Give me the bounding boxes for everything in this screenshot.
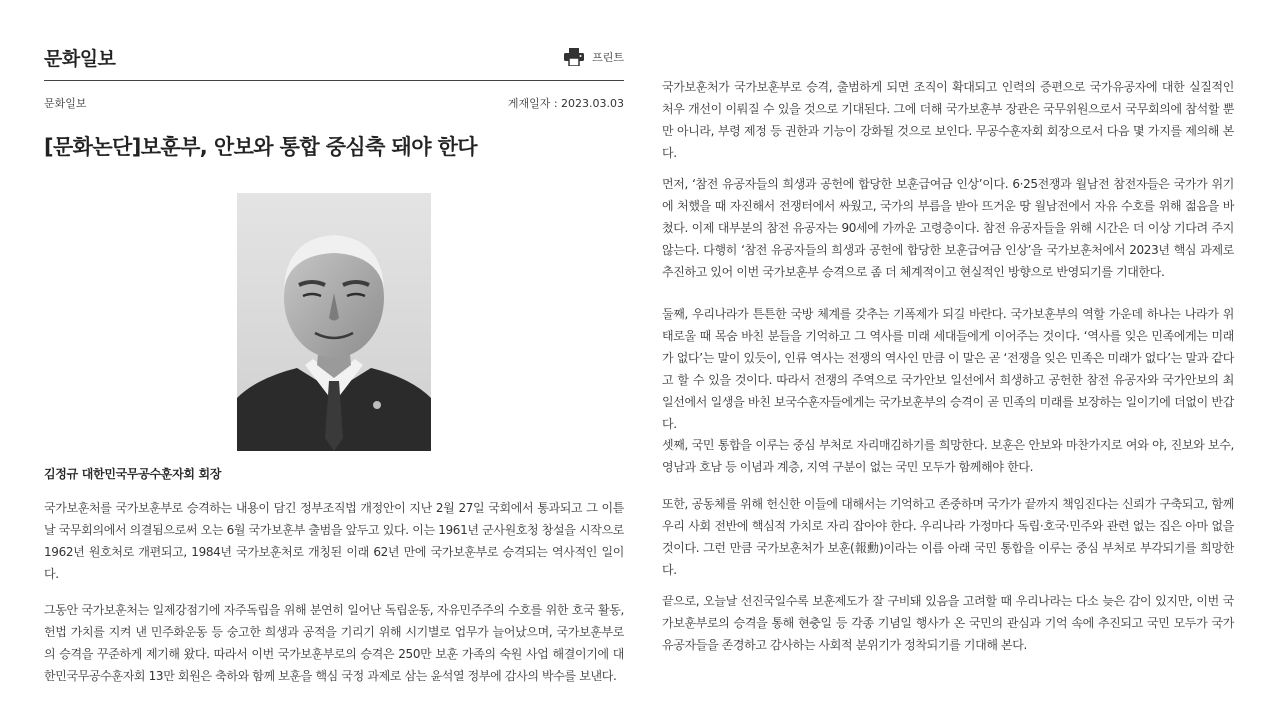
article-paragraph: 둘째, 우리나라가 튼튼한 국방 체계를 갖추는 기폭제가 되길 바란다. 국가보훈부의 역할 가운데 하나는 나라가 위태로울 때 목숨 바친 분들을 기억하고 그 역사를 미래 세대들에게 이어주는 것이다. ‘역사를 잊은 민족에게는 미래가 없다’는 말이 있듯이, 인류 역사는 전쟁의 역사인 만큼 이 말은 곧 ‘전쟁을 잊은 민족은 미래가 없다’는 말과 같다고 할 수 있을 것이다. 따라서 전쟁의 주역으로 국가안보 일선에서 희생하고 공헌한 참전 유공자와 국가안보의 최일선에서 일생을 바친 보국수훈자들에게는 국가보훈부의 승격이 곧 민족의 미래를 보장하는 일이기에 더없이 반갑다. [662,307,1234,431]
article-paragraph: 국가보훈처를 국가보훈부로 승격하는 내용이 담긴 정부조직법 개정안이 지난 2월 27일 국회에서 통과되고 그 이튿날 국무회의에서 의결됨으로써 오는 6월 국가보훈부 출범을 앞두고 있다. 이는 1961년 군사원호청 창설을 시작으로 1962년 원호처로 개편되고, 1984년 국가보훈처로 개칭된 이래 62년 만에 국가보훈부로 승격되는 역사적인 일이다. [44,501,624,581]
author-byline: 김정규 대한민국무공수훈자회 회장 [44,467,222,481]
article-meta [44,95,624,111]
printer-icon [564,48,584,66]
article-paragraph: 셋째, 국민 통합을 이루는 중심 부처로 자리매김하기를 희망한다. 보훈은 안보와 마찬가지로 여와 야, 진보와 보수, 영남과 호남 등 이념과 계층, 지역 구분이 없는 국민 모두가 함께해야 한다. [662,438,1234,474]
author-photo [237,193,431,451]
header-divider [44,80,624,81]
print-label: 프린트 [592,51,624,64]
article-paragraph: 끝으로, 오늘날 선진국일수록 보훈제도가 잘 구비돼 있음을 고려할 때 우리나라는 다소 늦은 감이 있지만, 이번 국가보훈부로의 승격을 통해 현충일 등 각종 기념일 행사가 온 국민의 관심과 기억 속에 추진되고 국민 모두가 국가유공자들을 존경하고 감사하는 사회적 분위기가 정착되기를 기대해 본다. [662,594,1234,652]
print-button[interactable] [564,48,624,66]
masthead [44,44,624,72]
article-headline: [문화논단]보훈부, 안보와 통합 중심축 돼야 한다 [44,135,477,159]
article-paragraph: 국가보훈처가 국가보훈부로 승격, 출범하게 되면 조직이 확대되고 인력의 증편으로 국가유공자에 대한 실질적인 처우 개선이 이뤄질 수 있을 것으로 기대된다. 그에 더해 국가보훈부 장관은 국무위원으로서 국무회의에 참석할 뿐만 아니라, 부령 제정 등 권한과 기능이 강화될 것으로 보인다. 무공수훈자회 회장으로서 다음 몇 가지를 제의해 본다. [662,80,1234,160]
article-paragraph: 먼저, ‘참전 유공자들의 희생과 공헌에 합당한 보훈급여금 인상’이다. 6·25전쟁과 월남전 참전자들은 국가가 위기에 처했을 때 자진해서 전쟁터에서 싸웠고, 국가의 부름을 받아 뜨거운 땅 월남전에서 자유 수호를 위해 젊음을 바쳤다. 이제 대부분의 참전 유공자는 90세에 가까운 고령층이다. 참전 유공자들을 위해 시간은 더 이상 기다려 주지 않는다. 다행히 ‘참전 유공자들의 희생과 공헌에 합당한 보훈급여금 인상’을 국가보훈처에서 2023년 핵심 과제로 추진하고 있어 이번 국가보훈부 승격으로 좀 더 체계적이고 현실적인 방향으로 반영되기를 기대한다. [662,177,1234,279]
newspaper-logo: 문화일보 [44,48,116,70]
article-paragraph: 또한, 공동체를 위해 헌신한 이들에 대해서는 기억하고 존중하며 국가가 끝까지 책임진다는 신뢰가 구축되고, 함께 우리 사회 전반에 핵심적 가치로 자리 잡아야 한다. 우리나라 가정마다 독립·호국·민주와 관련 없는 집은 아마 없을 것이다. 그런 만큼 국가보훈처가 보훈(報勳)이라는 이름 아래 국민 통합을 이루는 중심 부처로 부각되기를 희망한다. [662,497,1234,577]
article-source: 문화일보 [44,97,87,110]
publish-date: 게재일자 : 2023.03.03 [507,97,624,110]
article-paragraph: 그동안 국가보훈처는 일제강점기에 자주독립을 위해 분연히 일어난 독립운동, 자유민주주의 수호를 위한 호국 활동, 헌법 가치를 지켜 낸 민주화운동 등 숭고한 희생과 공적을 기리기 위해 시기별로 업무가 늘어났으며, 국가보훈부로의 승격을 꾸준하게 제기해 왔다. 따라서 이번 국가보훈부로의 승격은 250만 보훈 가족의 숙원 사업 해결이기에 대한민국무공수훈자회 13만 회원은 축하와 함께 보훈을 핵심 국정 과제로 삼는 윤석열 정부에 감사의 박수를 보낸다. [44,603,624,683]
